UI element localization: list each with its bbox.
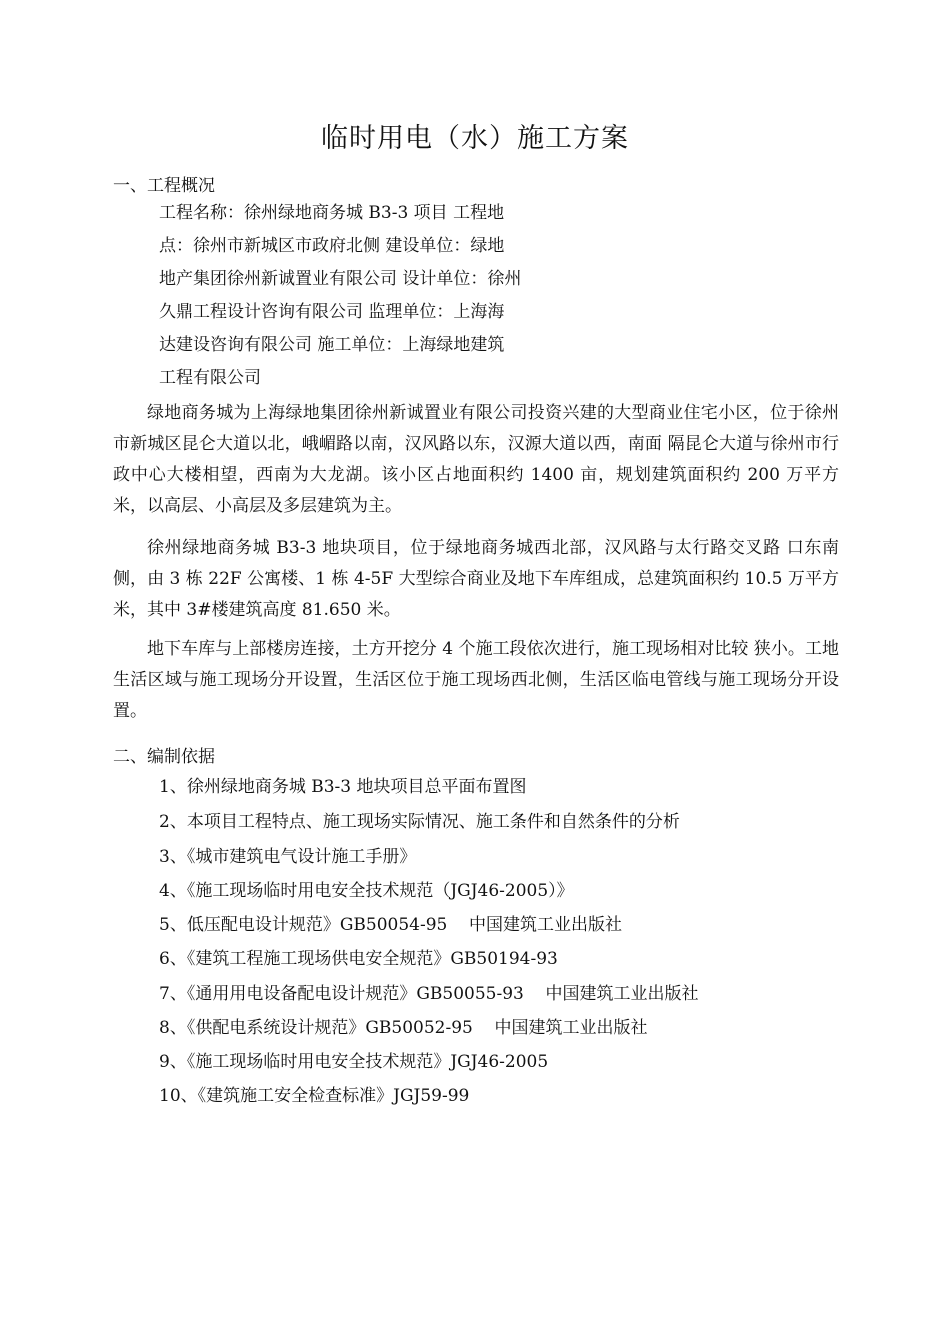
reference-list-item: 10、《建筑施工安全检查标准》JGJ59-99 [159,1086,470,1106]
reference-list-item: 8、《供配电系统设计规范》GB50052-95 中国建筑工业出版社 [159,1018,648,1038]
reference-list-item: 6、《建筑工程施工现场供电安全规范》GB50194-93 [159,949,558,969]
project-info-line: 久鼎工程设计咨询有限公司 监理单位：上海海 [159,302,505,322]
reference-list-item: 2、本项目工程特点、施工现场实际情况、施工条件和自然条件的分析 [159,812,680,832]
project-info-line: 地产集团徐州新诚置业有限公司 设计单位：徐州 [159,269,522,289]
overview-paragraph: 徐州绿地商务城 B3-3 地块项目，位于绿地商务城西北部，汉风路与太行路交叉路 口东南侧，由 3 栋 22F 公寓楼、1 栋 4-5F 大型综合商业及地下车库组成，总建筑面积约 10.5 万平方米，其中 3#楼建筑高度 81.650 米。 [113,538,839,620]
project-info-line: 点：徐州市新城区市政府北侧 建设单位：绿地 [159,236,505,256]
section-heading-basis: 二、编制依据 [113,747,215,767]
project-info-line: 达建设咨询有限公司 施工单位：上海绿地建筑 [159,335,505,355]
reference-list-item: 5、低压配电设计规范》GB50054-95 中国建筑工业出版社 [159,915,622,935]
overview-paragraph: 地下车库与上部楼房连接，土方开挖分 4 个施工段依次进行，施工现场相对比较 狭小。工地生活区域与施工现场分开设置，生活区位于施工现场西北侧，生活区临电管线与施工现场分开设置。 [113,639,839,721]
project-info-line: 工程名称：徐州绿地商务城 B3-3 项目 工程地 [159,203,505,223]
section-heading-overview: 一、工程概况 [113,176,215,196]
project-info-line: 工程有限公司 [159,368,261,388]
reference-list-item: 4、《施工现场临时用电安全技术规范（JGJ46-2005）》 [159,881,574,901]
reference-list-item: 3、《城市建筑电气设计施工手册》 [159,847,417,867]
overview-paragraph: 绿地商务城为上海绿地集团徐州新诚置业有限公司投资兴建的大型商业住宅小区，位于徐州市新城区昆仑大道以北，峨嵋路以南，汉风路以东，汉源大道以西，南面 隔昆仑大道与徐州市行政中心大楼相望，西南为大龙湖。该小区占地面积约 1400 亩，规划建筑面积约 200 万平方米，以高层、小高层及多层建筑为主。 [113,403,839,516]
reference-list-item: 7、《通用用电设备配电设计规范》GB50055-93 中国建筑工业出版社 [159,984,699,1004]
reference-list-item: 1、徐州绿地商务城 B3-3 地块项目总平面布置图 [159,777,527,797]
reference-list-item: 9、《施工现场临时用电安全技术规范》JGJ46-2005 [159,1052,549,1072]
page-title: 临时用电（水）施工方案 [321,123,629,154]
